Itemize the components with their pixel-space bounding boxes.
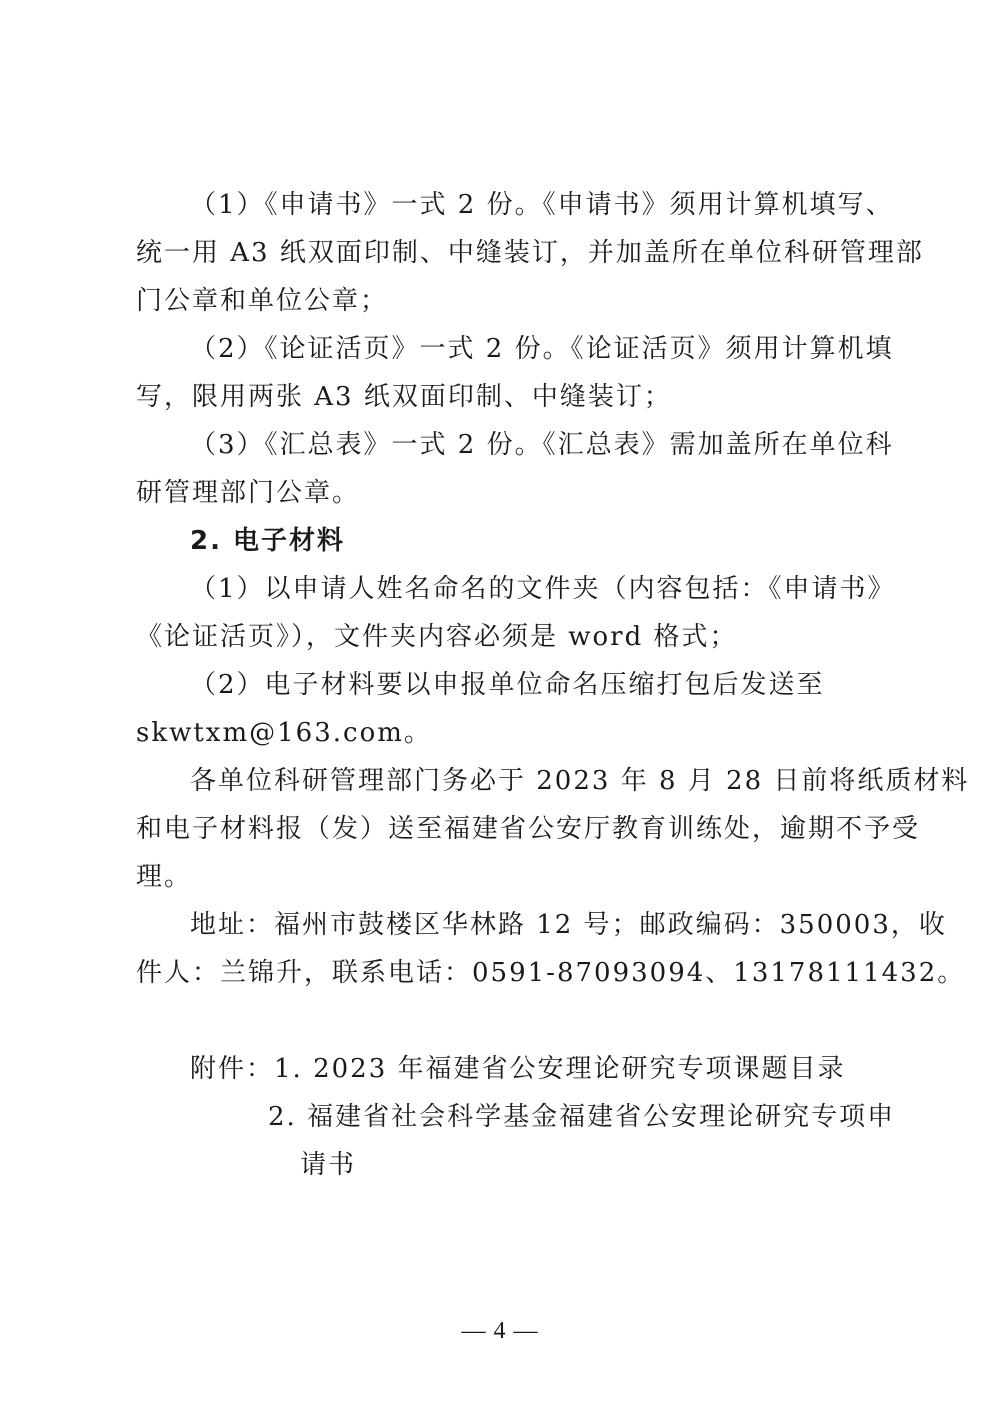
paper-item-2-line-2: 写，限用两张 A3 纸双面印制、中缝装订； <box>136 382 672 412</box>
electronic-item-2-line-1: （2）电子材料要以申报单位命名压缩打包后发送至 <box>190 670 825 700</box>
electronic-item-1-line-1: （1）以申请人姓名命名的文件夹（内容包括：《申请书》 <box>190 574 896 604</box>
paper-item-3-line-2: 研管理部门公章。 <box>136 478 361 508</box>
deadline-line-3: 理。 <box>136 862 193 892</box>
deadline-line-1: 各单位科研管理部门务必于 2023 年 8 月 28 日前将纸质材料 <box>190 766 970 796</box>
attachment-line-3: 请书 <box>300 1150 357 1180</box>
paper-item-1-line-2: 统一用 A3 纸双面印制、中缝装订，并加盖所在单位科研管理部 <box>136 238 924 268</box>
deadline-line-2: 和电子材料报（发）送至福建省公安厅教育训练处，逾期不予受 <box>136 814 921 844</box>
electronic-item-1-line-2: 《论证活页》），文件夹内容必须是 word 格式； <box>136 622 738 652</box>
electronic-item-2-email: skwtxm@163.com。 <box>136 718 432 748</box>
attachment-line-2: 2. 福建省社会科学基金福建省公安理论研究专项申 <box>268 1102 896 1132</box>
paper-item-3-line-1: （3）《汇总表》一式 2 份。《汇总表》需加盖所在单位科 <box>190 430 894 460</box>
paper-item-1-line-1: （1）《申请书》一式 2 份。《申请书》须用计算机填写、 <box>190 190 894 220</box>
page-number: — 4 — <box>461 1318 539 1344</box>
paper-item-1-line-3: 门公章和单位公章； <box>136 286 389 316</box>
address-line-1: 地址：福州市鼓楼区华林路 12 号；邮政编码：350003，收 <box>190 910 947 940</box>
paper-item-2-line-1: （2）《论证活页》一式 2 份。《论证活页》须用计算机填 <box>190 334 894 364</box>
address-line-2: 件人：兰锦升，联系电话：0591-87093094、13178111432。 <box>136 958 966 988</box>
attachment-line-1: 附件：1. 2023 年福建省公安理论研究专项课题目录 <box>190 1054 846 1084</box>
section-heading-electronic: 2. 电子材料 <box>190 526 346 556</box>
